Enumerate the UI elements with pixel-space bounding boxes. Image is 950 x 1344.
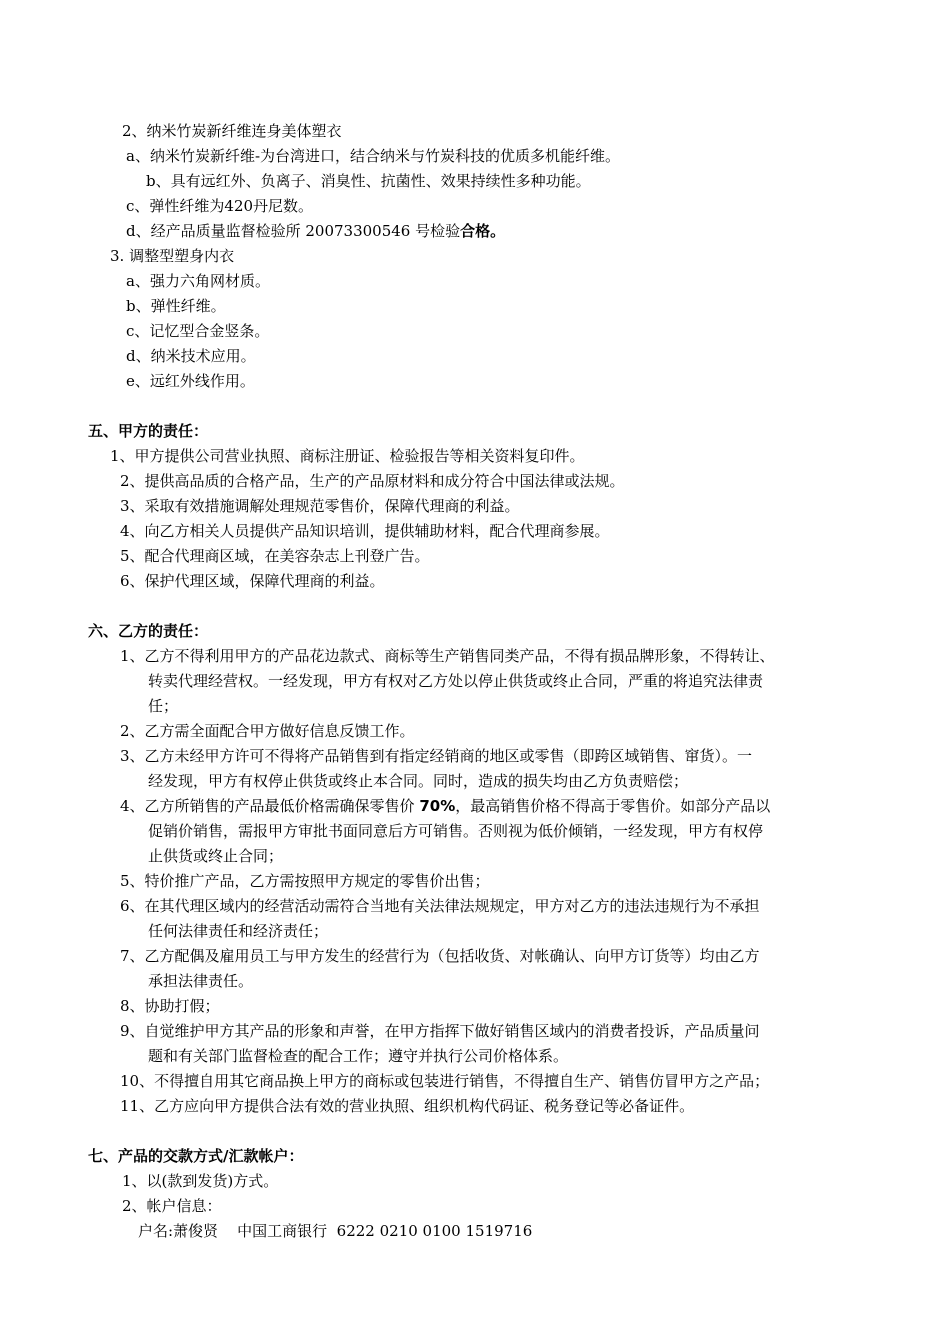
product3-item-a: a、强力六角网材质。 <box>126 272 270 290</box>
product3-title: 3. 调整型塑身内衣 <box>110 247 235 265</box>
section6-item-4-text-cont: ，最高销售价格不得高于零售价。如部分产品以 <box>455 797 771 815</box>
section6-item-9-line2: 题和有关部门监督检查的配合工作；遵守并执行公司价格体系。 <box>148 1047 569 1065</box>
section6-item-10: 10、不得擅自用其它商品换上甲方的商标或包装进行销售，不得擅自生产、销售仿冒甲方之产品； <box>120 1072 770 1090</box>
section5-heading: 五、甲方的责任： <box>88 422 209 440</box>
section6-item-1-line2: 转卖代理经营权。一经发现，甲方有权对乙方处以停止供货或终止合同，严重的将追究法律责 <box>148 672 764 690</box>
product2-item-d-text: d、经产品质量监督检验所 20073300546 号检验 <box>126 222 461 240</box>
section6-item-8: 8、协助打假； <box>120 997 220 1015</box>
section6-item-7-line1: 7、乙方配偶及雇用员工与甲方发生的经营行为（包括收货、对帐确认、向甲方订货等）均由乙方 <box>120 947 760 965</box>
section5-item-3: 3、采取有效措施调解处理规范零售价，保障代理商的利益。 <box>120 497 520 515</box>
section5-item-1: 1、甲方提供公司营业执照、商标注册证、检验报告等相关资料复印件。 <box>110 447 585 465</box>
section6-item-3-line1: 3、乙方未经甲方许可不得将产品销售到有指定经销商的地区或零售（即跨区域销售、窜货）。一 <box>120 747 753 765</box>
product2-item-d <box>126 221 505 241</box>
section6-item-4-percent: 70% <box>419 797 456 815</box>
section6-item-4-line3: 止供货或终止合同； <box>148 847 284 865</box>
section7-account-info: 户名:萧俊贤 中国工商银行 6222 0210 0100 1519716 <box>138 1222 533 1240</box>
section6-item-1-line3: 任； <box>148 697 179 715</box>
product2-item-c: c、弹性纤维为420丹尼数。 <box>126 197 314 215</box>
section6-item-6-line1: 6、在其代理区域内的经营活动需符合当地有关法律法规规定，甲方对乙方的违法违规行为不承担 <box>120 897 760 915</box>
section6-item-5: 5、特价推广产品，乙方需按照甲方规定的零售价出售； <box>120 872 490 890</box>
section5-item-6: 6、保护代理区域，保障代理商的利益。 <box>120 572 385 590</box>
section7-heading: 七、产品的交款方式/汇款帐户： <box>88 1147 304 1165</box>
section5-item-2: 2、提供高品质的合格产品，生产的产品原材料和成分符合中国法律或法规。 <box>120 472 625 490</box>
product2-item-b: b、具有远红外、负离子、消臭性、抗菌性、效果持续性多种功能。 <box>146 172 591 190</box>
section6-item-4-line2: 促销价销售，需报甲方审批书面同意后方可销售。否则视为低价倾销，一经发现，甲方有权停 <box>148 822 764 840</box>
product2-title: 2、纳米竹炭新纤维连身美体塑衣 <box>122 122 342 140</box>
section6-item-9-line1: 9、自觉维护甲方其产品的形象和声誉，在甲方指挥下做好销售区域内的消费者投诉，产品质量问 <box>120 1022 760 1040</box>
section6-item-6-line2: 任何法律责任和经济责任； <box>148 922 329 940</box>
section6-item-2: 2、乙方需全面配合甲方做好信息反馈工作。 <box>120 722 415 740</box>
section6-item-4-text: 4、乙方所销售的产品最低价格需确保零售价 <box>120 797 420 815</box>
section7-item-1: 1、以(款到发货)方式。 <box>122 1172 279 1190</box>
section6-heading: 六、乙方的责任： <box>88 622 209 640</box>
section6-item-7-line2: 承担法律责任。 <box>148 972 254 990</box>
section6-item-1-line1: 1、乙方不得利用甲方的产品花边款式、商标等生产销售同类产品，不得有损品牌形象，不得转让、 <box>120 647 775 665</box>
section5-item-4: 4、向乙方相关人员提供产品知识培训，提供辅助材料，配合代理商参展。 <box>120 522 610 540</box>
product2-item-a: a、纳米竹炭新纤维-为台湾进口，结合纳米与竹炭科技的优质多机能纤维。 <box>126 147 621 165</box>
section6-item-3-line2: 经发现，甲方有权停止供货或终止本合同。同时，造成的损失均由乙方负责赔偿； <box>148 772 689 790</box>
section7-item-2: 2、帐户信息： <box>122 1197 222 1215</box>
product2-item-d-result: 合格。 <box>460 222 506 240</box>
section6-item-11: 11、乙方应向甲方提供合法有效的营业执照、组织机构代码证、税务登记等必备证件。 <box>120 1097 695 1115</box>
section6-item-4-line1 <box>120 796 770 816</box>
product3-item-d: d、纳米技术应用。 <box>126 347 256 365</box>
product3-item-c: c、记忆型合金竖条。 <box>126 322 270 340</box>
section5-item-5: 5、配合代理商区域，在美容杂志上刊登广告。 <box>120 547 430 565</box>
product3-item-e: e、远红外线作用。 <box>126 372 255 390</box>
product3-item-b: b、弹性纤维。 <box>126 297 226 315</box>
